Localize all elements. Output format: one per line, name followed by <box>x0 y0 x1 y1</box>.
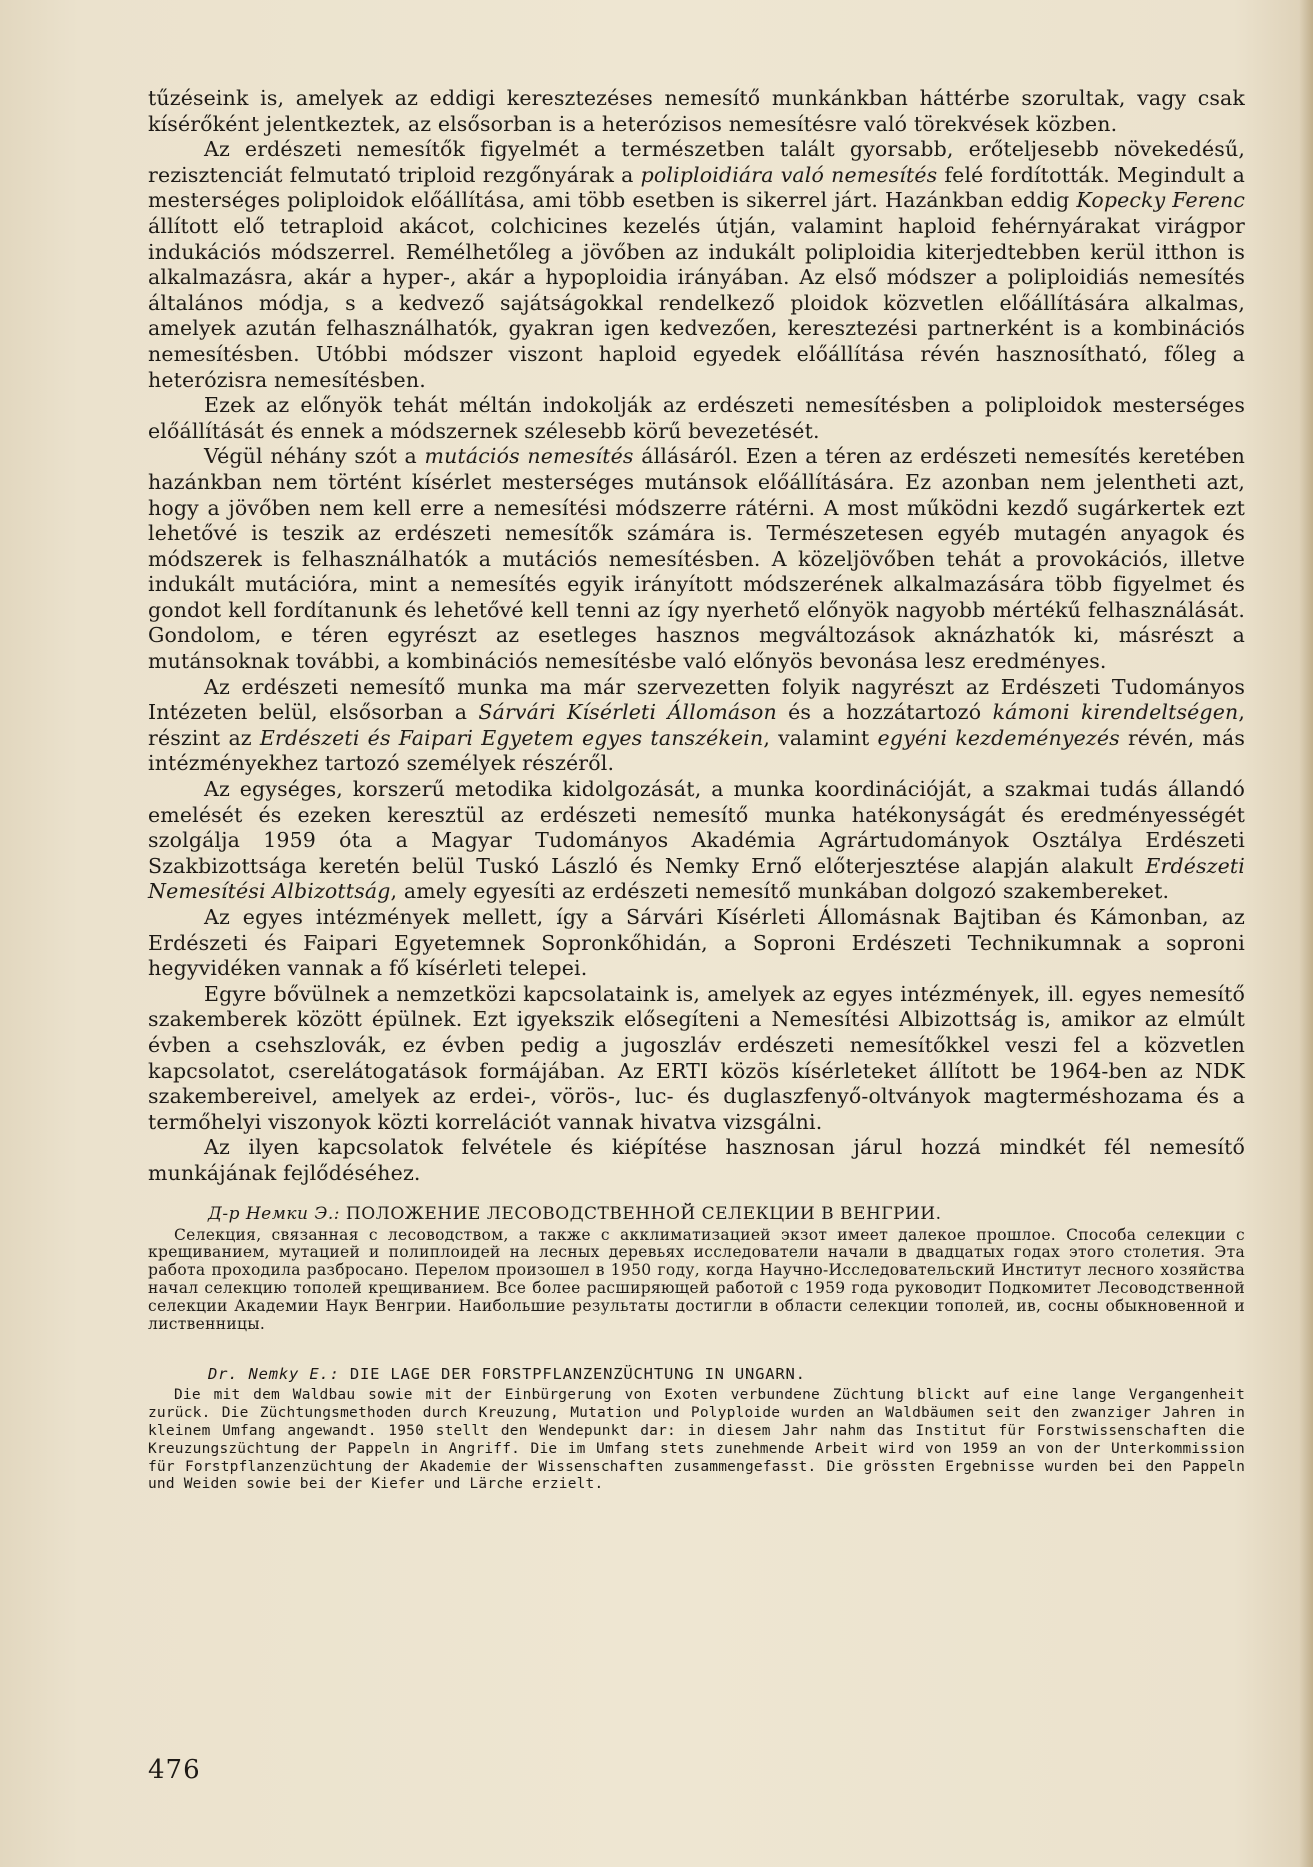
text-run: felé fordították. Megindult a mesterséges poliploidok előállítása, ami több esetben is sikerrel járt. Hazánkban eddig <box>148 162 1245 213</box>
russian-summary-title: ПОЛОЖЕНИЕ ЛЕСОВОДСТВЕННОЙ СЕЛЕКЦИИ В ВЕНГРИИ. <box>345 1203 942 1224</box>
text-run: , részint az <box>148 700 1246 750</box>
italic-emphasis: Sárvári Kísérleti Állomáson <box>478 700 777 725</box>
paragraph <box>148 982 1245 1136</box>
italic-emphasis: kámoni kirendeltségen <box>992 700 1239 725</box>
russian-summary-author: Д-р Немки Э.: <box>208 1203 340 1224</box>
russian-summary <box>148 1203 1245 1334</box>
text-run: Az erdészeti nemesítő munka ma már szervezetten folyik nagyrészt az Erdészeti Tudományos Intézeten belül, elsősorban a <box>148 674 1245 725</box>
text-run: Az erdészeti nemesítők figyelmét a természetben talált gyorsabb, erőteljesebb növekedésű, rezisztenciát felmutató triploid rezgőnyárak a <box>148 137 1245 187</box>
text-run: Egyre bővülnek a nemzetközi kapcsolataink is, amelyek az egyes intézmények, ill. egyes nemesítő szakemberek között épülnek. Ezt igyekszik elősegíteni a Nemesítési Albizottság is, amikor az elmúlt évben a csehszlovák, ez évben pedig a jugoszláv erdészeti nemesítőkkel veszi fel a közvetlen kapcsolatot, cserelátogatások formájában. Az ERTI közös kísérleteket állított be 1964-ben az NDK szakembereivel, amelyek az erdei-, vörös-, luc- és duglaszfenyő-oltványok magterméshozama és a termőhelyi viszonyok közti korrelációt vannak hivatva vizsgálni. <box>148 981 1245 1134</box>
italic-emphasis: Erdészeti Nemesítési Albizottság <box>148 853 1245 904</box>
paragraph <box>148 905 1245 982</box>
text-run: Végül néhány szót a <box>204 444 425 469</box>
text-run: , amely egyesíti az erdészeti nemesítő munkában dolgozó szakembereket. <box>390 879 1170 904</box>
paragraph <box>148 137 1245 393</box>
paragraph <box>148 675 1245 777</box>
text-run: állított elő tetraploid akácot, colchicines kezelés útján, valamint haploid fehérnyárakat virágpor indukációs módszerrel. Remélhetőleg a jövőben az indukált poliploidia kiterjedtebben kerül itthon is alkalmazásra, akár a hyper-, akár a hypoploidia irányában. Az első módszer a poliploidiás nemesítés általános módja, s a kedvező sajátságokkal rendelkező ploidok közvetlen előállítására alkalmas, amelyek azután felhasználhatók, gyakran igen kedvezően, keresztezési partnerként is a kombinációs nemesítésben. Utóbbi módszer viszont haploid egyedek előállítása révén hasznosítható, főleg a heterózisra nemesítésben. <box>148 213 1245 392</box>
german-summary-text: Die mit dem Waldbau sowie mit der Einbürgerung von Exoten verbundene Züchtung blickt auf eine lange Vergangenheit zurück. Die Züchtungsmethoden durch Kreuzung, Mutation und Polyploide wurden an Waldbäumen seit den zwanziger Jahren in kleinem Umfang angewandt. 1950 stellt den Wendepunkt dar: in diesem Jahr nahm das Institut für Forstwissenschaften die Kreuzungszüchtung der Pappeln in Angriff. Die im Umfang stets zunehmende Arbeit wird von 1959 an von der Unterkommission für Forstpflanzenzüchtung der Akademie der Wissenschaften zusammengefasst. Die grössten Ergebnisse wurden bei den Pappeln und Weiden sowie bei der Kiefer und Lärche erzielt. <box>148 1387 1245 1493</box>
italic-emphasis: egyéni kezdeményezés <box>877 725 1120 750</box>
text-run: , valamint <box>763 725 878 750</box>
paragraph <box>148 393 1245 444</box>
russian-summary-text: Селекция, связанная с лесоводством, а также с акклиматизацией экзот имеет далекое прошлое. Способа селекции с крещиванием, мутацией и полиплоидей на лесных деревьях исследователи начали в двадцатых годах этого столетия. Эта работа проходила разбросано. Перелом произошел в 1950 году, когда Научно-Исследовательский Институт лесного хозяйства начал селекцию тополей крещиванием. Все более расширяющей работой с 1959 года руководит Подкомитет Лесоводственной селекции Академии Наук Венгрии. Наибольшие результаты достигли в области селекции тополей, ив, сосны обыкновенной и лиственницы. <box>148 1225 1245 1333</box>
german-summary-author: Dr. Nemky E.: <box>208 1365 340 1384</box>
page-edge-shadow <box>1299 0 1313 1867</box>
italic-emphasis: mutációs nemesítés <box>424 444 634 469</box>
article-body <box>148 86 1245 1187</box>
italic-emphasis: Erdészeti és Faipari Egyetem egyes tanszékein <box>259 725 764 750</box>
text-run: tűzéseink is, amelyek az eddigi keresztezéses nemesítő munkánkban háttérbe szorultak, vagy csak kísérőként jelentkeztek, az elsősorban is a heterózisos nemesítésre való törekvések közben. <box>148 86 1245 136</box>
text-run: Az egységes, korszerű metodika kidolgozását, a munka koordinációját, a szakmai tudás állandó emelését és ezeken keresztül az erdészeti nemesítő munka hatékonyságát és eredményességét szolgálja 1959 óta a Magyar Tudományos Akadémia Agrártudományok Osztálya Erdészeti Szakbizottsága keretén belül Tuskó László és Nemky Ernő előterjesztése alapján alakult <box>148 777 1245 878</box>
text-run: Az ilyen kapcsolatok felvétele és kiépítése hasznosan járul hozzá mindkét fél nemesítő munkájának fejlődéséhez. <box>148 1135 1245 1185</box>
page-number: 476 <box>148 1755 201 1785</box>
text-run: Az egyes intézmények mellett, így a Sárvári Kísérleti Állomásnak Bajtiban és Kámonban, az Erdészeti és Faipari Egyetemnek Sopronkőhidán, a Soproni Erdészeti Technikumnak a soproni hegyvidéken vannak a fő kísérleti telepei. <box>148 905 1245 981</box>
german-summary-title: DIE LAGE DER FORSTPFLANZENZÜCHTUNG IN UNGARN. <box>349 1365 806 1384</box>
text-column <box>148 86 1245 1494</box>
german-summary <box>148 1363 1245 1494</box>
german-summary-heading <box>148 1363 1245 1385</box>
text-run: állásáról. Ezen a téren az erdészeti nemesítés keretében hazánkban nem történt kísérlet mesterséges mutánsok előállítására. Ez azonban nem jelentheti azt, hogy a jövőben nem kell erre a nemesítési módszerre rátérni. A most működni kezdő sugárkertek ezt lehetővé is teszik az erdészeti nemesítők számára is. Természetesen egyéb mutagén anyagok és módszerek is felhasználhatók a mutációs nemesítésben. A közeljövőben tehát a provokációs, illetve indukált mutációra, mint a nemesítés egyik irányított módszerének alkalmazására több figyelmet és gondot kell fordítanunk és lehetővé kell tenni az így nyerhető előnyök nagyobb mértékű felhasználását. Gondolom, e téren egyrészt az esetleges hasznos megváltozások aknázhatók ki, másrészt a mutánsoknak további, a kombinációs nemesítésbe való előnyös bevonása lesz eredményes. <box>148 444 1246 674</box>
paragraph <box>148 444 1245 674</box>
text-run: Ezek az előnyök tehát méltán indokolják az erdészeti nemesítésben a poliploidok mesterséges előállítását és ennek a módszernek szélesebb körű bevezetését. <box>148 393 1245 443</box>
paragraph <box>148 86 1245 137</box>
paragraph <box>148 1135 1245 1186</box>
italic-emphasis: Kopecky Ferenc <box>1076 188 1246 213</box>
text-run: révén, más intézményekhez tartozó személyek részéről. <box>148 725 1246 776</box>
paragraph <box>148 777 1245 905</box>
russian-summary-heading <box>148 1203 1245 1225</box>
italic-emphasis: poliploidiára való nemesítés <box>640 162 938 187</box>
text-run: és a hozzátartozó <box>776 700 993 725</box>
